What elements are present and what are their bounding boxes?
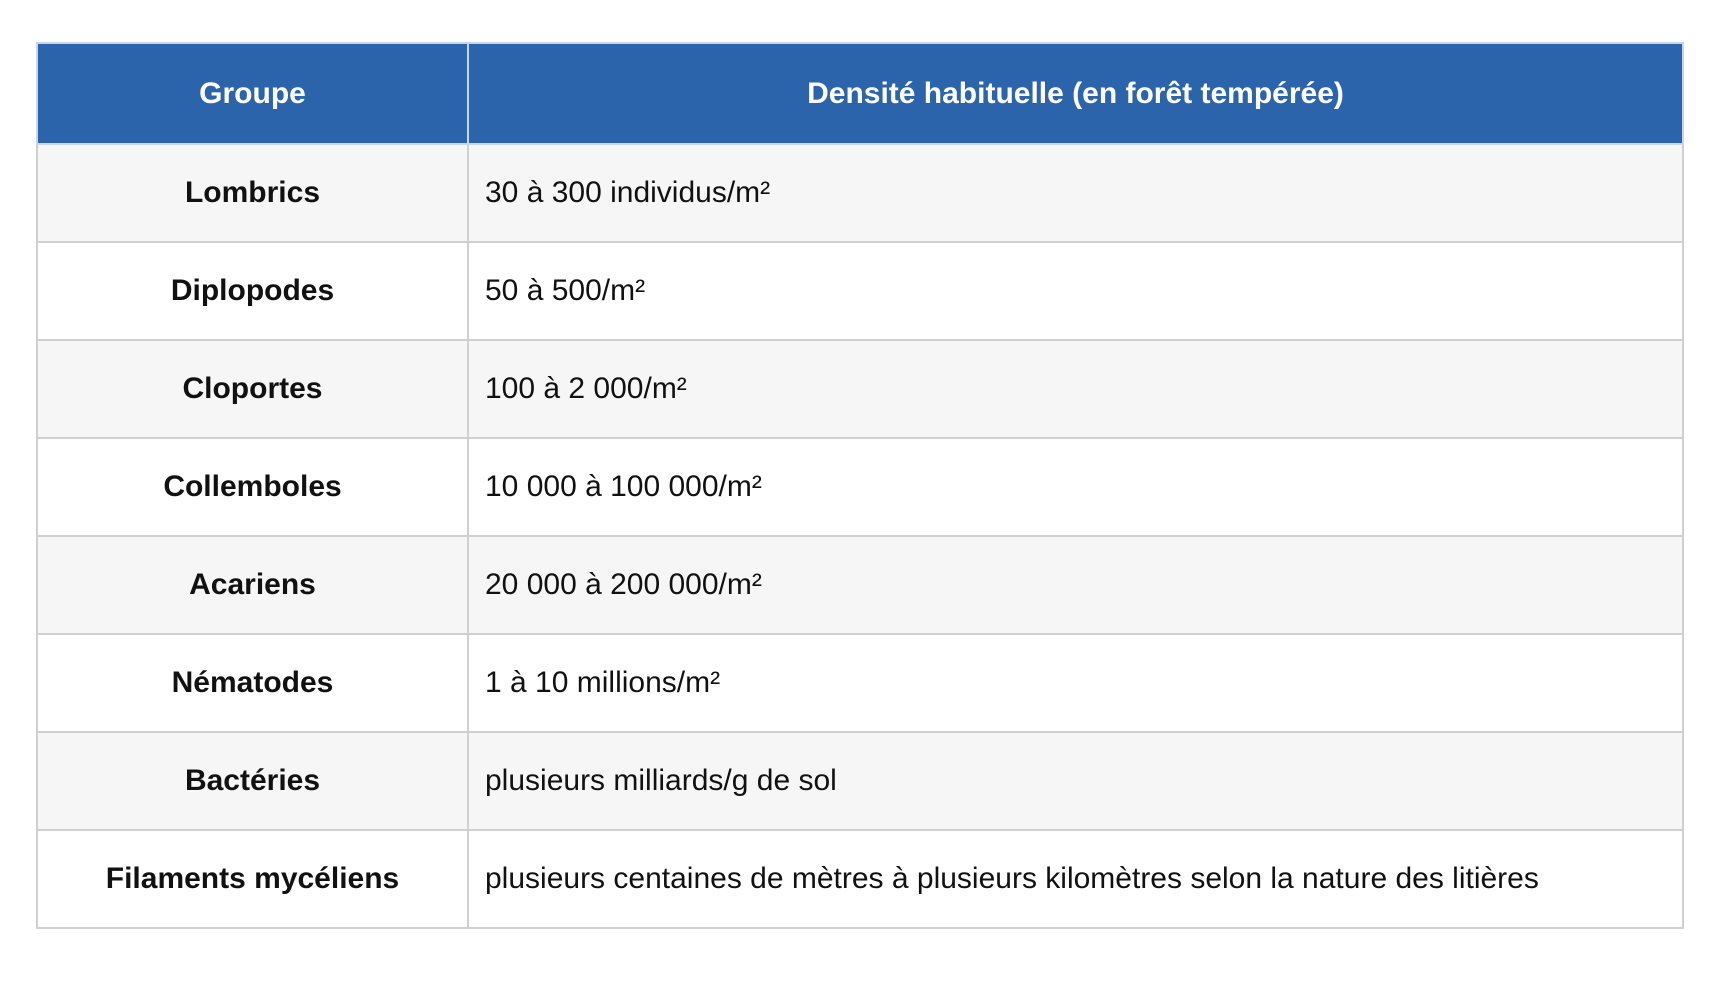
cell-group: Collemboles <box>37 438 468 536</box>
cell-density: 20 000 à 200 000/m² <box>468 536 1683 634</box>
cell-group: Acariens <box>37 536 468 634</box>
density-table-container <box>36 42 1682 929</box>
cell-group: Filaments mycéliens <box>37 830 468 928</box>
table-header <box>37 43 1683 144</box>
table-row <box>37 438 1683 536</box>
table-row <box>37 144 1683 242</box>
table-row <box>37 732 1683 830</box>
cell-density: plusieurs milliards/g de sol <box>468 732 1683 830</box>
cell-density: 30 à 300 individus/m² <box>468 144 1683 242</box>
table-row <box>37 634 1683 732</box>
cell-group: Cloportes <box>37 340 468 438</box>
table-body <box>37 144 1683 928</box>
cell-density: plusieurs centaines de mètres à plusieurs kilomètres selon la nature des litières <box>468 830 1683 928</box>
cell-group: Lombrics <box>37 144 468 242</box>
cell-density: 10 000 à 100 000/m² <box>468 438 1683 536</box>
soil-fauna-density-table <box>36 42 1684 929</box>
cell-density: 100 à 2 000/m² <box>468 340 1683 438</box>
cell-density: 1 à 10 millions/m² <box>468 634 1683 732</box>
cell-density: 50 à 500/m² <box>468 242 1683 340</box>
header-group: Groupe <box>37 43 468 144</box>
table-row <box>37 830 1683 928</box>
header-row <box>37 43 1683 144</box>
cell-group: Nématodes <box>37 634 468 732</box>
cell-group: Bactéries <box>37 732 468 830</box>
table-row <box>37 242 1683 340</box>
table-row <box>37 536 1683 634</box>
cell-group: Diplopodes <box>37 242 468 340</box>
table-row <box>37 340 1683 438</box>
header-density: Densité habituelle (en forêt tempérée) <box>468 43 1683 144</box>
